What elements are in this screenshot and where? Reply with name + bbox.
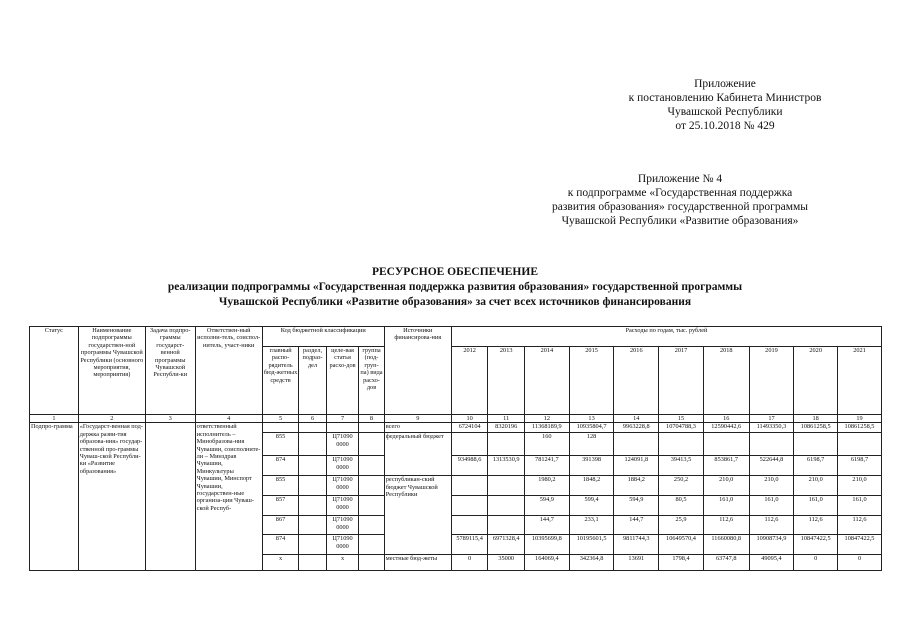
expense-value: 112,6: [703, 516, 749, 535]
expense-value: 0: [794, 555, 838, 571]
table-row: [30, 423, 882, 433]
header-status: Статус: [30, 327, 79, 415]
title-line: Чувашской Республики «Развитие образования» за счет всех источников финансирования: [218, 296, 692, 308]
column-number: 1: [30, 415, 79, 423]
header-year: 2019: [749, 347, 794, 415]
expense-value: [451, 496, 488, 516]
expense-value: 35000: [488, 555, 525, 571]
expense-value: 164069,4: [525, 555, 570, 571]
expense-value: 0: [838, 555, 882, 571]
column-number: 18: [794, 415, 838, 423]
expense-value: 10395699,8: [525, 535, 570, 555]
target-article-code: x: [326, 555, 359, 571]
expense-value: 210,0: [838, 476, 882, 496]
expense-value: 11368189,9: [525, 423, 570, 433]
expense-value: 250,2: [659, 476, 704, 496]
expense-value: [451, 516, 488, 535]
expense-value: 594,9: [525, 496, 570, 516]
header-year: 2021: [838, 347, 882, 415]
header-year: 2014: [525, 347, 570, 415]
expense-value: 210,0: [794, 476, 838, 496]
header-code-col: группа (под-груп-па) вида расхо-дов: [359, 347, 384, 415]
expense-value: 10649570,4: [659, 535, 704, 555]
header-task: Задача подпро-граммы государст-венной программы Чувашской Республи-ки: [145, 327, 195, 415]
expense-value: [614, 433, 659, 456]
column-number: 11: [488, 415, 525, 423]
main-manager-code: x: [262, 555, 299, 571]
header-source: Источники финансирова-ния: [384, 327, 451, 415]
expense-value: 11660080,8: [703, 535, 749, 555]
header-budget-code: Код бюджетной классификации: [262, 327, 384, 347]
target-article-code: Ц71090 0000: [326, 496, 359, 516]
expense-value: [451, 476, 488, 496]
expense-value: 63747,8: [703, 555, 749, 571]
task-cell: [145, 423, 195, 571]
expense-value: 6198,7: [838, 456, 882, 476]
header-code-col: главный распо-рядитель бюд-жетных средств: [262, 347, 299, 415]
main-manager-code: [262, 423, 299, 433]
expense-group-code: [359, 535, 384, 555]
status-cell: Подпро-грамма: [30, 423, 79, 571]
expense-value: 160: [525, 433, 570, 456]
main-manager-code: 857: [262, 496, 299, 516]
expense-value: 10861258,5: [838, 423, 882, 433]
expense-value: 934988,6: [451, 456, 488, 476]
document-title: [60, 265, 850, 310]
expense-value: 8320196: [488, 423, 525, 433]
header-year: 2018: [703, 347, 749, 415]
expense-value: [451, 433, 488, 456]
funding-source: федеральный бюджет: [384, 433, 451, 476]
column-number: 12: [525, 415, 570, 423]
expense-value: 6971328,4: [488, 535, 525, 555]
expense-group-code: [359, 476, 384, 496]
target-article-code: [326, 423, 359, 433]
appendix-main-line: от 25.10.2018 № 429: [675, 120, 775, 132]
section-code: [299, 476, 326, 496]
expense-value: 144,7: [614, 516, 659, 535]
expense-value: 161,0: [794, 496, 838, 516]
title-line: реализации подпрограммы «Государственная поддержка развития образования» государственной программы: [167, 281, 743, 293]
column-number: 17: [749, 415, 794, 423]
expense-value: 233,1: [569, 516, 614, 535]
expense-value: 49095,4: [749, 555, 794, 571]
column-number: 15: [659, 415, 704, 423]
target-article-code: Ц71090 0000: [326, 535, 359, 555]
expense-value: 853861,7: [703, 456, 749, 476]
main-manager-code: 874: [262, 535, 299, 555]
main-manager-code: 855: [262, 433, 299, 456]
expense-value: 6198,7: [794, 456, 838, 476]
column-number: 6: [299, 415, 326, 423]
column-number: 5: [262, 415, 299, 423]
program-name-cell: «Государст-венная под-держка разви-тия образова-ния» государ-ственной про-граммы Чуваш-ской Республи-ки «Развитие образования»: [78, 423, 145, 571]
header-year: 2013: [488, 347, 525, 415]
title-line: РЕСУРСНОЕ ОБЕСПЕЧЕНИЕ: [371, 266, 538, 278]
expense-value: 781241,7: [525, 456, 570, 476]
expense-value: [838, 433, 882, 456]
expense-value: 112,6: [838, 516, 882, 535]
header-year: 2020: [794, 347, 838, 415]
expense-value: 161,0: [749, 496, 794, 516]
column-number: 19: [838, 415, 882, 423]
expense-value: [488, 433, 525, 456]
expense-value: 342364,8: [569, 555, 614, 571]
expense-value: 5789115,4: [451, 535, 488, 555]
expense-value: 80,5: [659, 496, 704, 516]
expense-value: 0: [451, 555, 488, 571]
expense-group-code: [359, 555, 384, 571]
column-number: 14: [614, 415, 659, 423]
expense-value: [488, 516, 525, 535]
column-number: 13: [569, 415, 614, 423]
appendix-sub-line: Чувашской Республики «Развитие образования»: [561, 215, 799, 227]
appendix-main-line: Приложение: [694, 78, 756, 90]
expense-value: 10935804,7: [569, 423, 614, 433]
expense-value: [749, 433, 794, 456]
section-code: [299, 456, 326, 476]
appendix-main-line: Чувашской Республики: [667, 106, 783, 118]
header-executor: Ответствен-ный исполни-тель, соиспол-нитель, участ-ники: [195, 327, 262, 415]
expense-value: 594,9: [614, 496, 659, 516]
appendix-main: [590, 77, 860, 133]
header-year: 2012: [451, 347, 488, 415]
expense-value: 144,7: [525, 516, 570, 535]
main-manager-code: 867: [262, 516, 299, 535]
expense-value: 25,9: [659, 516, 704, 535]
expense-value: 10847422,5: [838, 535, 882, 555]
section-code: [299, 433, 326, 456]
expense-value: 1313530,9: [488, 456, 525, 476]
expense-value: 10861258,5: [794, 423, 838, 433]
appendix-main-line: к постановлению Кабинета Министров: [628, 92, 822, 104]
expense-value: 10704788,3: [659, 423, 704, 433]
expense-value: 10847422,5: [794, 535, 838, 555]
expense-value: 6724104: [451, 423, 488, 433]
expense-value: 210,0: [749, 476, 794, 496]
section-code: [299, 535, 326, 555]
expense-value: 124091,8: [614, 456, 659, 476]
expense-group-code: [359, 496, 384, 516]
section-code: [299, 516, 326, 535]
funding-source: местные бюд-жеты: [384, 555, 451, 571]
appendix-sub: [510, 172, 850, 228]
appendix-sub-line: к подпрограмме «Государственная поддержка: [567, 187, 793, 199]
target-article-code: Ц71090 0000: [326, 516, 359, 535]
expense-group-code: [359, 516, 384, 535]
header-year: 2016: [614, 347, 659, 415]
expense-value: 161,0: [838, 496, 882, 516]
target-article-code: Ц71090 0000: [326, 456, 359, 476]
section-code: [299, 496, 326, 516]
column-number: 4: [195, 415, 262, 423]
expense-value: 210,0: [703, 476, 749, 496]
expense-group-code: [359, 456, 384, 476]
expense-value: 9811744,3: [614, 535, 659, 555]
expense-value: 161,0: [703, 496, 749, 516]
expense-value: 128: [569, 433, 614, 456]
column-number: 3: [145, 415, 195, 423]
appendix-sub-line: развития образования» государственной программы: [552, 201, 808, 213]
header-code-col: раздел, подраз-дел: [299, 347, 326, 415]
expense-value: 391398: [569, 456, 614, 476]
expense-value: 522644,8: [749, 456, 794, 476]
target-article-code: Ц71090 0000: [326, 476, 359, 496]
resource-table: [29, 326, 882, 571]
column-number: 16: [703, 415, 749, 423]
expense-value: 112,6: [794, 516, 838, 535]
header-name: Наименование подпрограммы государствен-ной программы Чувашской Республики (основного мероприятия, мероприятия): [78, 327, 145, 415]
expense-group-code: [359, 423, 384, 433]
expense-value: [488, 476, 525, 496]
expense-value: 39413,5: [659, 456, 704, 476]
expense-value: 112,6: [749, 516, 794, 535]
appendix-sub-line: Приложение № 4: [637, 173, 723, 185]
executor-cell: ответственный исполнитель – Минобразова-ния Чувашии, соисполните-ли – Минздрав Чувашии, Минкультуры Чувашии, Минспорт Чувашии, государствен-ные организа-ции Чуваш-ской Респуб-: [195, 423, 262, 571]
funding-source: республикан-ский бюджет Чувашской Республики: [384, 476, 451, 555]
header-year: 2015: [569, 347, 614, 415]
expense-value: 599,4: [569, 496, 614, 516]
column-number: 10: [451, 415, 488, 423]
column-number-row: [30, 415, 882, 423]
expense-value: 13691: [614, 555, 659, 571]
expense-value: 1848,2: [569, 476, 614, 496]
column-number: 8: [359, 415, 384, 423]
expense-group-code: [359, 433, 384, 456]
expense-value: 10908734,9: [749, 535, 794, 555]
expense-value: 12590442,6: [703, 423, 749, 433]
expense-value: [794, 433, 838, 456]
main-manager-code: 874: [262, 456, 299, 476]
header-expenses: Расходы по годам, тыс. рублей: [451, 327, 881, 347]
expense-value: [488, 496, 525, 516]
main-manager-code: 855: [262, 476, 299, 496]
header-code-col: целе-вая статья расхо-дов: [326, 347, 359, 415]
section-code: [299, 423, 326, 433]
expense-value: 10195601,5: [569, 535, 614, 555]
column-number: 2: [78, 415, 145, 423]
expense-value: [703, 433, 749, 456]
expense-value: 1980,2: [525, 476, 570, 496]
expense-value: 1798,4: [659, 555, 704, 571]
target-article-code: Ц71090 0000: [326, 433, 359, 456]
expense-value: [659, 433, 704, 456]
funding-source: всего: [384, 423, 451, 433]
column-number: 9: [384, 415, 451, 423]
expense-value: 11493350,3: [749, 423, 794, 433]
expense-value: 9963228,8: [614, 423, 659, 433]
section-code: [299, 555, 326, 571]
header-year: 2017: [659, 347, 704, 415]
expense-value: 1884,2: [614, 476, 659, 496]
column-number: 7: [326, 415, 359, 423]
